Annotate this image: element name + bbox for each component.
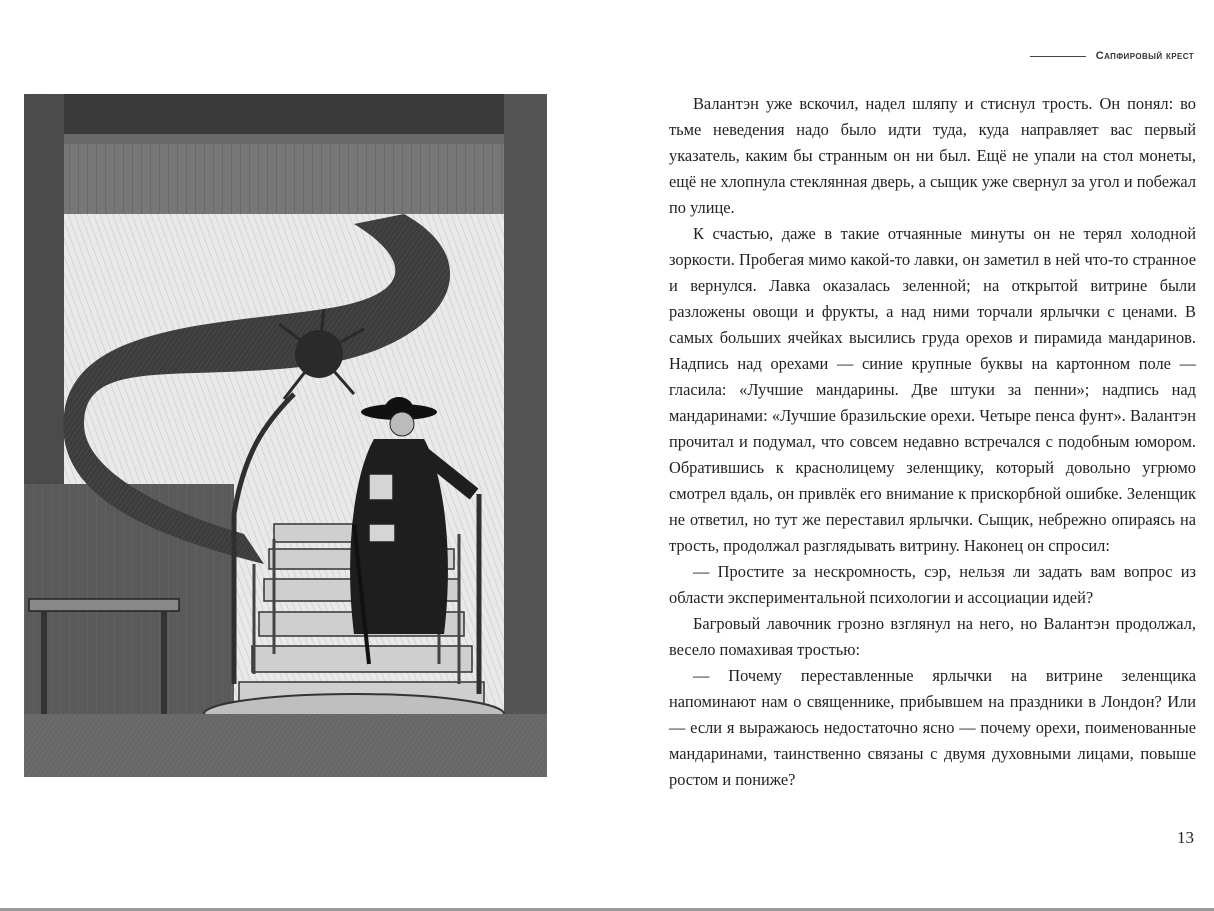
page-number: 13	[1177, 828, 1194, 847]
chapter-title: Сапфировый крест	[1095, 50, 1194, 62]
running-header	[1030, 50, 1194, 62]
paragraph: Валантэн уже вскочил, надел шляпу и стиснул трость. Он понял: во тьме неведения надо было идти туда, куда направляет вас первый указатель, каким бы странным он ни был. Ещё не упали на стол монеты, ещё не хлопнула стеклянная дверь, а сыщик уже свернул за угол и побежал по улице.	[669, 94, 1196, 217]
header-rule	[1030, 56, 1086, 57]
paragraph: Багровый лавочник грозно взглянул на него, но Валантэн продолжал, весело помахивая тростью:	[669, 614, 1196, 659]
body-text	[669, 91, 1196, 793]
spiral-staircase-illustration	[24, 94, 547, 777]
paragraph: — Простите за нескромность, сэр, нельзя ли задать вам вопрос из области экспериментальной психологии и ассоциации идей?	[669, 562, 1196, 607]
paragraph: — Почему переставленные ярлычки на витрине зеленщика напоминают нам о священнике, прибывшем на праздники в Лондон? Или — если я выражаюсь недостаточно ясно — почему орехи, поименованные мандаринами, таинственно связаны с двумя духовными лицами, повыше ростом и пониже?	[669, 666, 1196, 789]
paragraph: К счастью, даже в такие отчаянные минуты он не терял холодной зоркости. Пробегая мимо какой-то лавки, он заметил в ней что-то странное и вернулся. Лавка оказалась зеленной; на открытой витрине были разложены овощи и фрукты, а над ними торчали ярлычки с ценами. В самых больших ячейках высились груда орехов и пирамида мандаринов. Надпись над орехами — синие крупные буквы на картонном поле — гласила: «Лучшие мандарины. Две штуки за пенни»; надпись над мандаринами: «Лучшие бразильские орехи. Четыре пенса фунт». Валантэн прочитал и подумал, что совсем недавно встречался с подобным юмором. Обратившись к краснолицему зеленщику, который довольно угрюмо смотрел вдаль, он привлёк его внимание к прискорбной ошибке. Зеленщик не ответил, но тут же переставил ярлычки. Сыщик, небрежно опираясь на трость, продолжал разглядывать витрину. Наконец он спросил:	[669, 224, 1196, 555]
staircase-illustration	[24, 94, 547, 777]
